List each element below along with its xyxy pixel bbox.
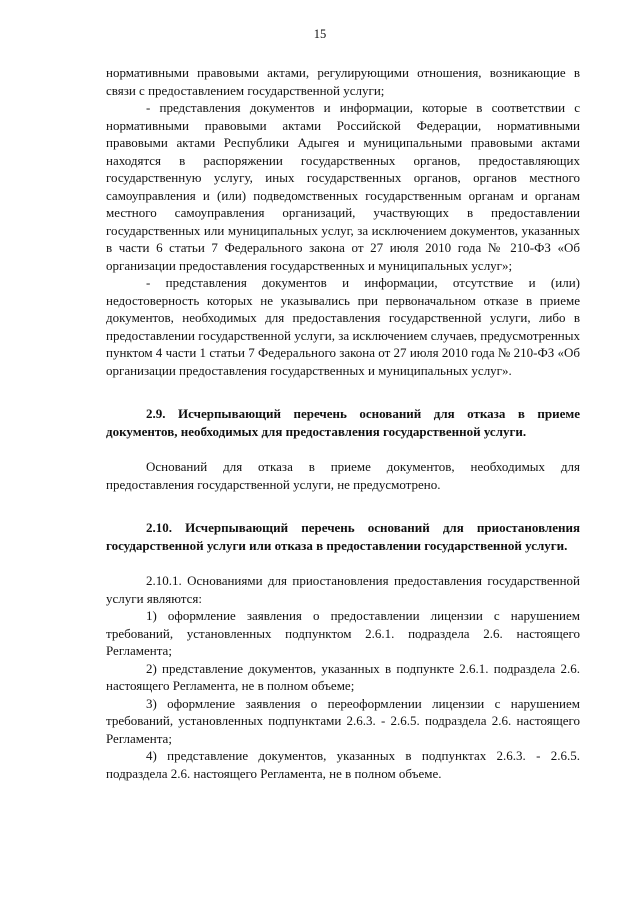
- paragraph: 2.10.1. Основаниями для приостановления предоставления государственной услуги являются:: [106, 573, 580, 606]
- paragraph: Оснований для отказа в приеме документов, необходимых для предоставления государственной услуги, не предусмотрено.: [106, 459, 580, 492]
- page-number: 15: [313, 27, 327, 41]
- document-body: [106, 64, 580, 782]
- paragraph: - представления документов и информации, которые в соответствии с нормативными правовыми актами Российской Федерации, нормативными правовыми актами Республики Адыгея и муниципальными правовыми актами находятся в распоряжении государственных органов, предоставляющих государственную услугу, иных государственных органов, органов местного самоуправления и (или) подведомственных государственным органам и органам местного самоуправления организаций, участвующих в предоставлении государственных или муниципальных услуг, за исключением документов, указанных в части 6 статьи 7 Федерального закона от 27 июля 2010 года № 210-ФЗ «Об организации предоставления государственных и муниципальных услуг»;: [106, 100, 580, 273]
- list-item: 2) представление документов, указанных в подпункте 2.6.1. подраздела 2.6. настоящего Регламента, не в полном объеме;: [106, 660, 580, 693]
- section-heading-2-10: 2.10. Исчерпывающий перечень оснований для приостановления государственной услуги или отказа в предоставлении государственной услуги.: [106, 520, 580, 553]
- paragraph: - представления документов и информации, отсутствие и (или) недостоверность которых не указывались при первоначальном отказе в приеме документов, необходимых для предоставления государственной услуги, либо в предоставлении государственной услуги, за исключением случаев, предусмотренных пунктом 4 части 1 статьи 7 Федерального закона от 27 июля 2010 года № 210-ФЗ «Об организации предоставления государственных и муниципальных услуг».: [106, 275, 580, 378]
- section-heading-2-9: 2.9. Исчерпывающий перечень оснований для отказа в приеме документов, необходимых для предоставления государственной услуги.: [106, 406, 580, 439]
- list-item: 3) оформление заявления о переоформлении лицензии с нарушением требований, установленных подпунктами 2.6.3. - 2.6.5. подраздела 2.6. настоящего Регламента;: [106, 695, 580, 746]
- list-item: 4) представление документов, указанных в подпунктах 2.6.3. - 2.6.5. подраздела 2.6. настоящего Регламента, не в полном объеме.: [106, 748, 580, 781]
- paragraph: нормативными правовыми актами, регулирующими отношения, возникающие в связи с предоставлением государственной услуги;: [106, 65, 580, 98]
- list-item: 1) оформление заявления о предоставлении лицензии с нарушением требований, установленных подпунктом 2.6.1. подраздела 2.6. настоящего Регламента;: [106, 608, 580, 658]
